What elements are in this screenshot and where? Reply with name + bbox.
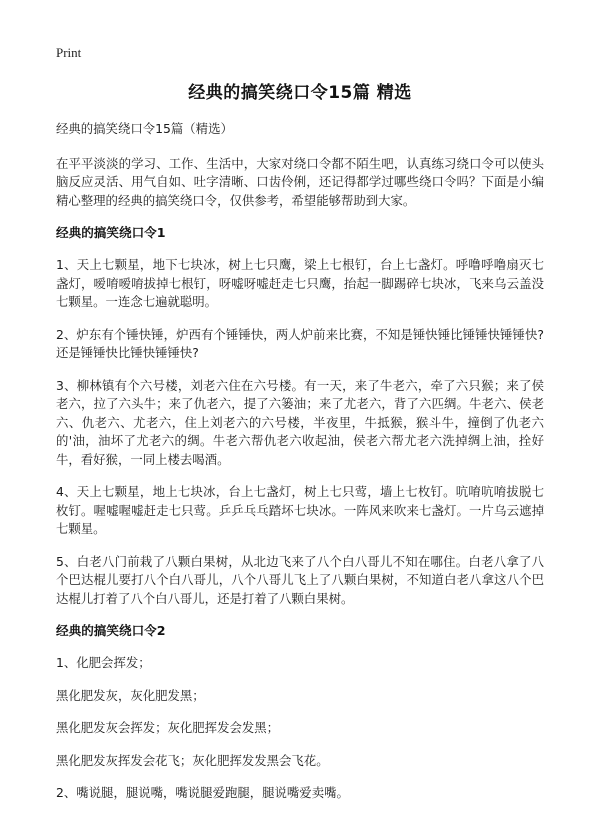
section-2-paragraph: 2、嘴说腿，腿说嘴，嘴说腿爱跑腿，腿说嘴爱卖嘴。 — [56, 785, 349, 800]
article-subtitle: 经典的搞笑绕口令15篇（精选） — [56, 121, 233, 136]
section-1-paragraph: 1、天上七颗星，地下七块冰，树上七只鹰，梁上七根钉，台上七盏灯。呼噜呼噜扇灭七盏灯，嗳唷嗳唷拔掉七根钉，呀嘘呀嘘赶走七只鹰，抬起一脚踢碎七块冰，飞来乌云盖没七颗星。一连念七遍就聪明。 — [56, 257, 544, 309]
section-2-paragraph: 黑化肥发灰会挥发；灰化肥挥发会发黑； — [56, 720, 280, 735]
section-heading-2: 经典的搞笑绕口令2 — [56, 623, 166, 638]
section-1-paragraph: 5、白老八门前栽了八颗白果树，从北边飞来了八个白八哥儿不知在哪住。白老八拿了八个巴达棍儿要打八个白八哥儿，八个八哥儿飞上了八颗白果树，不知道白老八拿这八个巴达棍儿打着了八个白八哥儿，还是打着了八颗白果树。 — [56, 553, 544, 606]
section-2-paragraph: 黑化肥发灰挥发会花飞；灰化肥挥发发黑会飞花。 — [56, 752, 329, 768]
print-link[interactable]: Print — [56, 45, 82, 60]
section-1-paragraph: 4、天上七颗星，地上七块冰，台上七盏灯，树上七只莺，墙上七枚钉。吭唷吭唷拔脱七枚钉。喔嘘喔嘘赶走七只莺。乒乒乓乓踏坏七块冰。一阵风来吹来七盏灯。一片乌云遮掉七颗星。 — [56, 484, 544, 536]
section-1-paragraph: 2、炉东有个锤快锤，炉西有个锤锤快，两人炉前来比赛，不知是锤快锤比锤锤快锤锤快?还是锤锤快比锤快锤锤快? — [56, 326, 544, 360]
section-2-paragraph: 1、化肥会挥发； — [56, 655, 151, 670]
section-heading-1: 经典的搞笑绕口令1 — [56, 225, 166, 240]
page-title: 经典的搞笑绕口令15篇 精选 — [188, 83, 412, 103]
intro-paragraph: 在平平淡淡的学习、工作、生活中，大家对绕口令都不陌生吧，认真练习绕口令可以使头脑反应灵活、用气自如、吐字清晰、口齿伶俐，还记得都学过哪些绕口令吗？下面是小编精心整理的经典的搞笑绕口令，仅供参考，希望能够帮助到大家。 — [56, 155, 544, 208]
section-1-paragraph: 3、柳林镇有个六号楼，刘老六住在六号楼。有一天，来了牛老六，牵了六只猴；来了侯老六，拉了六头牛；来了仇老六，提了六篓油；来了尤老六，背了六匹绸。牛老六、侯老六、仇老六、尤老六，住上刘老六的六号楼，半夜里，牛抵猴，猴斗牛，撞倒了仇老六的'油，油坏了尤老六的绸。牛老六帮仇老六收起油，侯老六帮尤老六洗掉绸上油，拴好牛，看好猴，一同上楼去喝酒。 — [56, 377, 544, 467]
article-body — [56, 120, 544, 817]
section-2-paragraph: 黑化肥发灰，灰化肥发黑； — [56, 687, 205, 703]
